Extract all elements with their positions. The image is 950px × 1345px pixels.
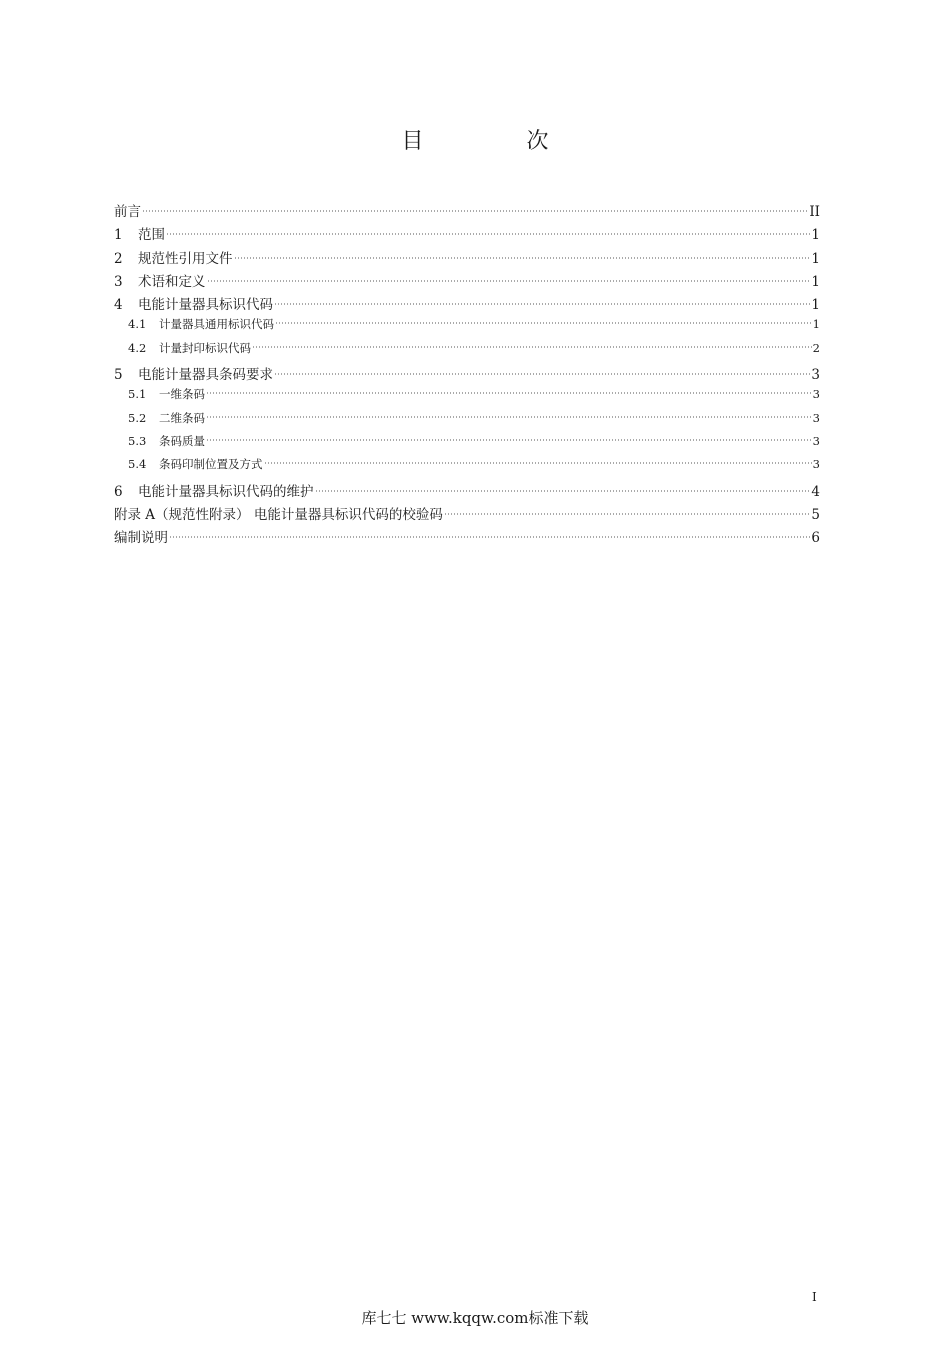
toc-entry-page: 1 xyxy=(811,297,820,314)
toc-entry-4-1[interactable] xyxy=(114,316,820,339)
toc-entry-explanation[interactable] xyxy=(114,526,820,549)
toc-leader-dots xyxy=(274,303,810,305)
toc-entry-number: 4.1 xyxy=(128,317,147,332)
toc-leader-dots xyxy=(264,462,812,464)
toc-entry-label: 范围 xyxy=(138,227,165,244)
toc-entry-label: 电能计量器具标识代码的维护 xyxy=(138,483,314,500)
toc-entry-number: 5.2 xyxy=(128,410,147,425)
toc-leader-dots xyxy=(207,280,811,282)
toc-leader-dots xyxy=(169,536,810,538)
toc-leader-dots xyxy=(166,233,810,235)
toc-entry-page: 6 xyxy=(811,530,820,547)
toc-entry-5-3[interactable] xyxy=(114,433,820,456)
toc-entry-label: 电能计量器具标识代码 xyxy=(138,297,273,314)
toc-entry-label: 规范性引用文件 xyxy=(138,250,233,267)
page-title: 目 次 xyxy=(401,129,597,154)
toc-entry-2[interactable] xyxy=(114,247,820,270)
toc-entry-page: 1 xyxy=(811,250,820,267)
toc-entry-page: 3 xyxy=(812,410,820,425)
toc-entry-page: 1 xyxy=(811,227,820,244)
toc-leader-dots xyxy=(275,322,812,324)
toc-leader-dots xyxy=(142,210,808,212)
toc-entry-number: 1 xyxy=(114,227,123,244)
toc-entry-page: 3 xyxy=(811,367,820,384)
toc-entry-4-2[interactable] xyxy=(114,340,820,363)
toc-entry-5-2[interactable] xyxy=(114,410,820,433)
toc-entry-5[interactable] xyxy=(114,363,820,386)
toc-entry-label: 前言 xyxy=(114,204,141,220)
toc-leader-dots xyxy=(274,373,810,375)
toc-entry-number: 5.1 xyxy=(128,387,147,402)
page-number: I xyxy=(812,1290,817,1304)
toc-entry-page: 3 xyxy=(812,387,820,402)
toc-leader-dots xyxy=(315,490,811,492)
toc-leader-dots xyxy=(206,439,812,441)
toc-entry-3[interactable] xyxy=(114,270,820,293)
toc-entry-number: 2 xyxy=(114,250,123,267)
toc-entry-4[interactable] xyxy=(114,293,820,316)
toc-leader-dots xyxy=(206,416,812,418)
toc-entry-page: 1 xyxy=(811,273,820,290)
toc-leader-dots xyxy=(252,346,812,348)
toc-leader-dots xyxy=(234,257,811,259)
toc-entry-label: 电能计量器具条码要求 xyxy=(138,367,273,384)
toc-entry-label: 计量器具通用标识代码 xyxy=(159,317,274,332)
toc-entry-page: 1 xyxy=(812,317,820,332)
toc-entry-5-1[interactable] xyxy=(114,386,820,409)
toc-entry-label: 术语和定义 xyxy=(138,273,206,290)
toc-entry-number: 5 xyxy=(114,367,123,384)
toc-entry-label: 条码印制位置及方式 xyxy=(159,457,263,472)
toc-entry-label: 二维条码 xyxy=(159,410,205,425)
footer-watermark: 库七七 www.kqqw.com标准下载 xyxy=(361,1309,589,1327)
toc-entry-number: 5.4 xyxy=(128,457,147,472)
toc-entry-foreword[interactable] xyxy=(114,200,820,223)
toc-entry-page: 5 xyxy=(811,506,820,523)
toc-entry-appendix-a[interactable] xyxy=(114,503,820,526)
toc-entry-1[interactable] xyxy=(114,223,820,246)
toc-entry-number: 3 xyxy=(114,273,123,290)
toc-entry-5-4[interactable] xyxy=(114,456,820,479)
toc-entry-label: 条码质量 xyxy=(159,433,205,448)
table-of-contents xyxy=(114,200,820,549)
toc-leader-dots xyxy=(206,392,812,394)
toc-entry-6[interactable] xyxy=(114,480,820,503)
toc-entry-page: 2 xyxy=(812,340,820,355)
toc-entry-page: 3 xyxy=(812,433,820,448)
toc-entry-page: 4 xyxy=(811,483,820,500)
toc-entry-number: 5.3 xyxy=(128,433,147,448)
toc-entry-label: 一维条码 xyxy=(159,387,205,402)
toc-entry-label: 计量封印标识代码 xyxy=(159,340,251,355)
toc-entry-page: II xyxy=(809,204,820,220)
toc-entry-label: 编制说明 xyxy=(114,530,168,547)
toc-entry-label: 附录 A（规范性附录） 电能计量器具标识代码的校验码 xyxy=(114,506,443,523)
toc-entry-number: 4.2 xyxy=(128,340,147,355)
toc-leader-dots xyxy=(444,513,811,515)
toc-entry-number: 4 xyxy=(114,297,123,314)
toc-entry-number: 6 xyxy=(114,483,123,500)
toc-entry-page: 3 xyxy=(812,457,820,472)
